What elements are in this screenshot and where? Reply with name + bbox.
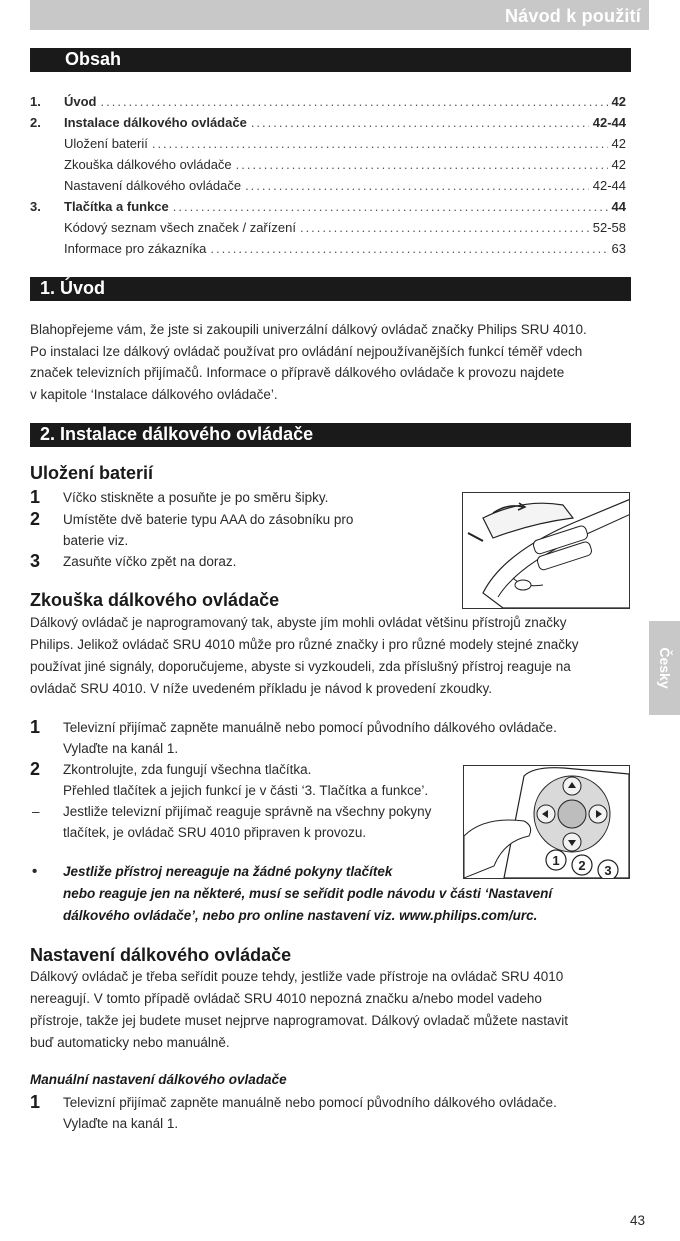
toc-page: 42-44 — [592, 115, 626, 130]
toc-row[interactable] — [30, 239, 626, 259]
text-line: Vylaďte na kanál 1. — [63, 1116, 179, 1131]
toc-row[interactable] — [30, 113, 626, 133]
setup-heading: Nastavení dálkového ovládače — [30, 945, 292, 965]
step-number: 1 — [30, 717, 41, 737]
text-line: ovládač SRU 4010. V níže uvedeném příkladu je návod k provedení zkoudky. — [30, 681, 493, 696]
text-line: nereagují. V tomto případě ovládač SRU 4010 nepozná značku a/nebo model vadeho — [30, 991, 542, 1006]
language-label: Česky — [656, 647, 673, 689]
toc-page: 42 — [611, 94, 626, 109]
button-label: 1 — [552, 853, 560, 868]
text-line: Po instalaci lze dálkový ovládač používat pro ovládání nejpoužívanějších funkcí téměř vdech — [30, 343, 583, 359]
toc-leader — [300, 218, 589, 238]
toc-num: 2. — [30, 115, 41, 130]
section-1-bar — [30, 277, 631, 301]
toc-title: Instalace dálkového ovládače — [64, 115, 247, 130]
test-intro — [30, 612, 630, 700]
text-line: Jestliže přístroj nereaguje na žádné pokyny tlačítek — [63, 864, 393, 879]
toc-title: Kódový seznam všech značek / zařízení — [64, 220, 296, 235]
toc-num — [30, 155, 64, 175]
toc-page: 63 — [611, 241, 626, 256]
toc-num: 1. — [30, 94, 41, 109]
text-line: Zkontrolujte, zda fungují všechna tlačítka. — [63, 762, 312, 777]
text-line: dálkového ovládače’, nebo pro online nastavení viz. www.philips.com/urc. — [63, 908, 538, 923]
toc-leader — [173, 197, 608, 217]
toc-title: Úvod — [64, 94, 97, 109]
section-2-title: 2. Instalace dálkového ovládače — [40, 424, 314, 444]
contents-title: Obsah — [65, 49, 122, 69]
toc-leader — [210, 239, 607, 259]
text-line: nebo reaguje jen na některé, musí se seřídit podle návodu v části ‘Nastavení — [63, 886, 553, 901]
text-line: baterie viz. — [63, 533, 129, 548]
text-line: tlačítek, je ovládač SRU 4010 připraven k provozu. — [63, 825, 367, 840]
dash-text — [63, 801, 431, 843]
text-line: buď automaticky nebo manuálně. — [30, 1035, 230, 1050]
text-line: Víčko stiskněte a posuňte je po směru šipky. — [63, 490, 329, 505]
step-number: 2 — [30, 759, 41, 779]
header-title: Návod k použití — [504, 6, 641, 26]
toc-row[interactable] — [30, 218, 626, 238]
step-number: 1 — [30, 1092, 41, 1112]
toc-num — [30, 218, 64, 238]
toc-row[interactable] — [30, 92, 626, 112]
text-line: Televizní přijímač zapněte manuálně nebo pomocí původního dálkového ovládače. — [63, 1095, 557, 1110]
toc-leader — [245, 176, 589, 196]
bullet-marker: • — [32, 863, 38, 880]
toc-num — [30, 239, 64, 259]
step-text — [63, 509, 353, 551]
step-number: 1 — [30, 487, 41, 507]
text-line: Dálkový ovládač je naprogramovaný tak, abyste jím mohli ovládat většinu přístrojů značky — [30, 615, 567, 630]
toc-title: Tlačítka a funkce — [64, 199, 169, 214]
text-line: značek televizních přijímačů. Informace o přípravě dálkového ovládače k provozu najdete — [30, 365, 565, 380]
manual-setup-heading: Manuální nastavení dálkového ovladače — [30, 1072, 287, 1087]
toc-row[interactable] — [30, 155, 626, 175]
step-number: 3 — [30, 551, 41, 571]
toc-page: 42-44 — [592, 178, 626, 193]
toc-num: 3. — [30, 199, 41, 214]
toc-num — [30, 134, 64, 154]
text-line: Přehled tlačítek a jejich funkcí je v části ‘3. Tlačítka a funkce’. — [63, 783, 429, 798]
toc-page: 52-58 — [592, 220, 626, 235]
text-line: Jestliže televizní přijímač reaguje správně na všechny pokyny — [63, 804, 432, 819]
step-text — [63, 1092, 557, 1134]
toc-row[interactable] — [30, 134, 626, 154]
text-line: Zasuňte víčko zpět na doraz. — [63, 554, 237, 569]
toc-title: Informace pro zákazníka — [64, 241, 207, 256]
toc-row[interactable] — [30, 176, 626, 196]
page-number: 43 — [630, 1213, 646, 1228]
dash-marker: – — [32, 804, 40, 819]
toc-page: 44 — [611, 199, 626, 214]
text-line: používat jiné signály, doporučujeme, abyste si vyzkoudeli, zda příslušný přístroj reaguje na — [30, 659, 571, 674]
step-number: 2 — [30, 509, 41, 529]
toc-num — [30, 176, 64, 196]
toc-title: Nastavení dálkového ovládače — [64, 178, 242, 193]
contents-bar — [30, 48, 631, 72]
text-line: Umístěte dvě baterie typu AAA do zásobníku pro — [63, 512, 354, 527]
toc-leader — [251, 113, 589, 133]
toc-page: 42 — [611, 157, 626, 172]
remote-battery-drawing — [463, 493, 629, 608]
step-text — [63, 717, 557, 759]
header-bar — [30, 0, 649, 30]
toc-leader — [101, 92, 608, 112]
text-line: Dálkový ovládač je třeba seřídit pouze tehdy, jestliže vade přístroje na ovládač SRU 4010 — [30, 969, 564, 984]
battery-illustration — [462, 492, 630, 609]
note-text — [63, 861, 633, 927]
step-text — [63, 487, 328, 508]
step-text — [63, 759, 428, 801]
text-line: Blahopřejeme vám, že jste si zakoupili univerzální dálkový ovládač značky Philips SRU 4010. — [30, 322, 587, 337]
language-tab[interactable] — [649, 621, 680, 715]
text-line: přístroje, takže jej budete muset nejprve naprogramovat. Dálkový ovladač můžete nastavit — [30, 1013, 569, 1028]
text-line: Vylaďte na kanál 1. — [63, 741, 179, 756]
section-2-bar — [30, 423, 631, 447]
batteries-heading: Uložení baterií — [30, 463, 154, 483]
button-label: 3 — [604, 863, 612, 878]
toc-page: 42 — [611, 136, 626, 151]
button-label: 2 — [578, 858, 586, 873]
setup-paragraph — [30, 966, 630, 1054]
test-heading: Zkouška dálkového ovládače — [30, 590, 280, 610]
step-text — [63, 551, 236, 572]
toc-row[interactable] — [30, 197, 626, 217]
text-line: Televizní přijímač zapněte manuálně nebo pomocí původního dálkového ovládače. — [63, 720, 557, 735]
toc-leader — [152, 134, 608, 154]
toc-title: Zkouška dálkového ovládače — [64, 157, 232, 172]
toc-title: Uložení baterií — [64, 136, 148, 151]
section-1-paragraph — [30, 319, 630, 405]
text-line: Philips. Jelikož ovládač SRU 4010 může pro různé značky i pro různé modely stejné značky — [30, 637, 579, 652]
text-line: v kapitole ‘Instalace dálkového ovládače’. — [30, 386, 278, 402]
toc-leader — [236, 155, 608, 175]
section-1-title: 1. Úvod — [40, 278, 106, 298]
